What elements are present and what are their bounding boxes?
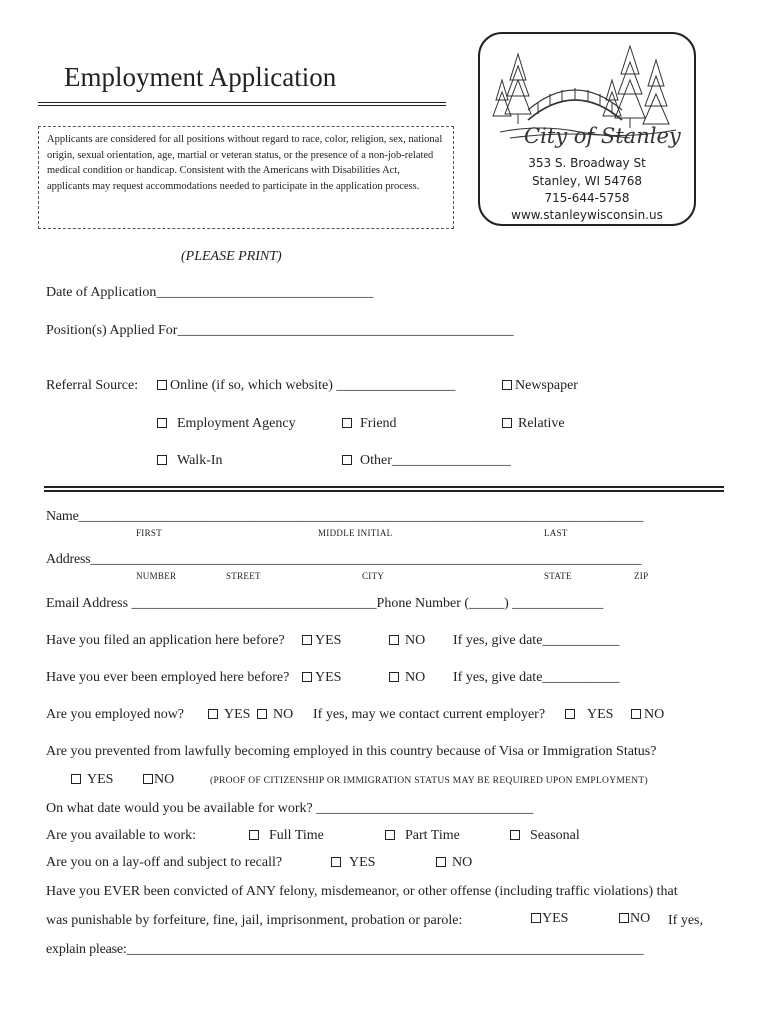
please-print: (PLEASE PRINT) [181,249,282,264]
name-middle-caption: MIDDLE INITIAL [318,528,393,538]
checkbox-icon[interactable] [257,709,267,719]
contact-employer-yes[interactable]: YES [565,707,613,723]
prevented-yes[interactable]: YES [71,772,113,788]
referral-newspaper-option[interactable]: Newspaper [502,378,578,394]
title-rule-top [38,102,446,103]
checkbox-icon[interactable] [389,635,399,645]
city-logo-text: City of Stanley [524,124,681,148]
filed-before-yes[interactable]: YES [302,633,341,649]
full-time-option[interactable]: Full Time [249,828,324,844]
section-rule-top [44,486,724,488]
name-last-caption: LAST [544,528,568,538]
convicted-yes[interactable]: YES [531,911,568,927]
city-street: 353 S. Broadway St [528,156,646,170]
layoff-no[interactable]: NO [436,855,472,871]
contact-employer-question: If yes, may we contact current employer? [313,707,546,722]
city-line: Stanley, WI 54768 [531,174,643,188]
email-phone-field[interactable]: Email Address ___________________________________Phone Number (_____) _____________ [46,596,604,611]
referral-agency-option[interactable]: Employment Agency [157,416,296,432]
referral-other-option[interactable]: Other_________________ [342,453,511,469]
checkbox-icon[interactable] [208,709,218,719]
part-time-option[interactable]: Part Time [385,828,460,844]
checkbox-icon[interactable] [631,709,641,719]
checkbox-icon[interactable] [331,857,341,867]
convicted-question-line2: was punishable by forfeiture, fine, jail, imprisonment, probation or parole: [46,913,463,928]
prevented-question: Are you prevented from lawfully becoming employed in this country because of Visa or Immigration Status? [46,744,657,759]
address-city-caption: CITY [362,571,385,581]
checkbox-icon[interactable] [436,857,446,867]
checkbox-icon[interactable] [510,830,520,840]
contact-employer-no[interactable]: NO [631,707,664,723]
checkbox-icon[interactable] [531,913,541,923]
checkbox-icon[interactable] [565,709,575,719]
section-rule-bottom [44,490,724,492]
employed-before-yes[interactable]: YES [302,670,341,686]
available-date-field[interactable]: On what date would you be available for work? _______________________________ [46,801,534,816]
checkbox-icon[interactable] [385,830,395,840]
convicted-no[interactable]: NO [619,911,650,927]
disclaimer-box: Applicants are considered for all positions without regard to race, color, religion, sex, national origin, sexual orientation, age, martial or veteran status, or the presence of a non-job-related medical condition or handicap. Consistent with the Americans with Disabilities Act, applicants may request accommodations needed to participate in the application process. [38,126,454,229]
referral-walkin-option[interactable]: Walk-In [157,453,223,469]
address-state-caption: STATE [544,571,572,581]
filed-before-date[interactable]: If yes, give date___________ [453,633,620,648]
address-zip-caption: ZIP [634,571,649,581]
employed-now-question: Are you employed now? [46,707,185,722]
layoff-question: Are you on a lay-off and subject to recall? [46,855,283,870]
referral-relative-option[interactable]: Relative [502,416,565,432]
prevented-no[interactable]: NO [143,772,174,788]
checkbox-icon[interactable] [619,913,629,923]
checkbox-icon[interactable] [502,380,512,390]
employed-before-date[interactable]: If yes, give date___________ [453,670,620,685]
employed-before-no[interactable]: NO [389,670,425,686]
employed-before-question: Have you ever been employed here before? [46,670,290,685]
checkbox-icon[interactable] [157,455,167,465]
name-field[interactable]: Name___________________________________________________________________________________ [46,509,644,524]
convicted-ifyes-label: If yes, [668,913,703,928]
name-first-caption: FIRST [136,528,163,538]
convicted-question-line1: Have you EVER been convicted of ANY felony, misdemeanor, or other offense (including traffic violations) that [46,884,678,899]
referral-friend-option[interactable]: Friend [342,416,397,432]
city-logo-card [478,32,696,226]
checkbox-icon[interactable] [342,455,352,465]
employed-now-no[interactable]: NO [257,707,293,723]
date-of-application-field[interactable]: Date of Application_______________________________ [46,285,374,300]
checkbox-icon[interactable] [502,418,512,428]
checkbox-icon[interactable] [389,672,399,682]
filed-before-no[interactable]: NO [389,633,425,649]
layoff-yes[interactable]: YES [331,855,375,871]
positions-applied-field[interactable]: Position(s) Applied For________________________________________________ [46,323,514,338]
checkbox-icon[interactable] [143,774,153,784]
checkbox-icon[interactable] [71,774,81,784]
page-title: Employment Application [64,62,337,92]
checkbox-icon[interactable] [157,418,167,428]
prevented-note: (PROOF OF CITIZENSHIP OR IMMIGRATION STATUS MAY BE REQUIRED UPON EMPLOYMENT) [210,776,648,786]
referral-online-option[interactable]: Online (if so, which website) _________________ [157,378,455,394]
available-to-work-question: Are you available to work: [46,828,197,843]
address-number-caption: NUMBER [136,571,177,581]
city-website: www.stanleywisconsin.us [511,208,663,222]
address-field[interactable]: Address_________________________________________________________________________________ [46,552,642,567]
checkbox-icon[interactable] [157,380,167,390]
checkbox-icon[interactable] [302,635,312,645]
convicted-explain-field[interactable]: explain please:____________________________________________________________________________ [46,942,644,957]
title-rule-bottom [38,105,446,106]
city-phone: 715-644-5758 [544,191,630,205]
filed-before-question: Have you filed an application here before? [46,633,285,648]
seasonal-option[interactable]: Seasonal [510,828,580,844]
checkbox-icon[interactable] [249,830,259,840]
referral-source-label: Referral Source: [46,378,139,393]
employed-now-yes[interactable]: YES [208,707,250,723]
address-street-caption: STREET [226,571,261,581]
checkbox-icon[interactable] [302,672,312,682]
checkbox-icon[interactable] [342,418,352,428]
